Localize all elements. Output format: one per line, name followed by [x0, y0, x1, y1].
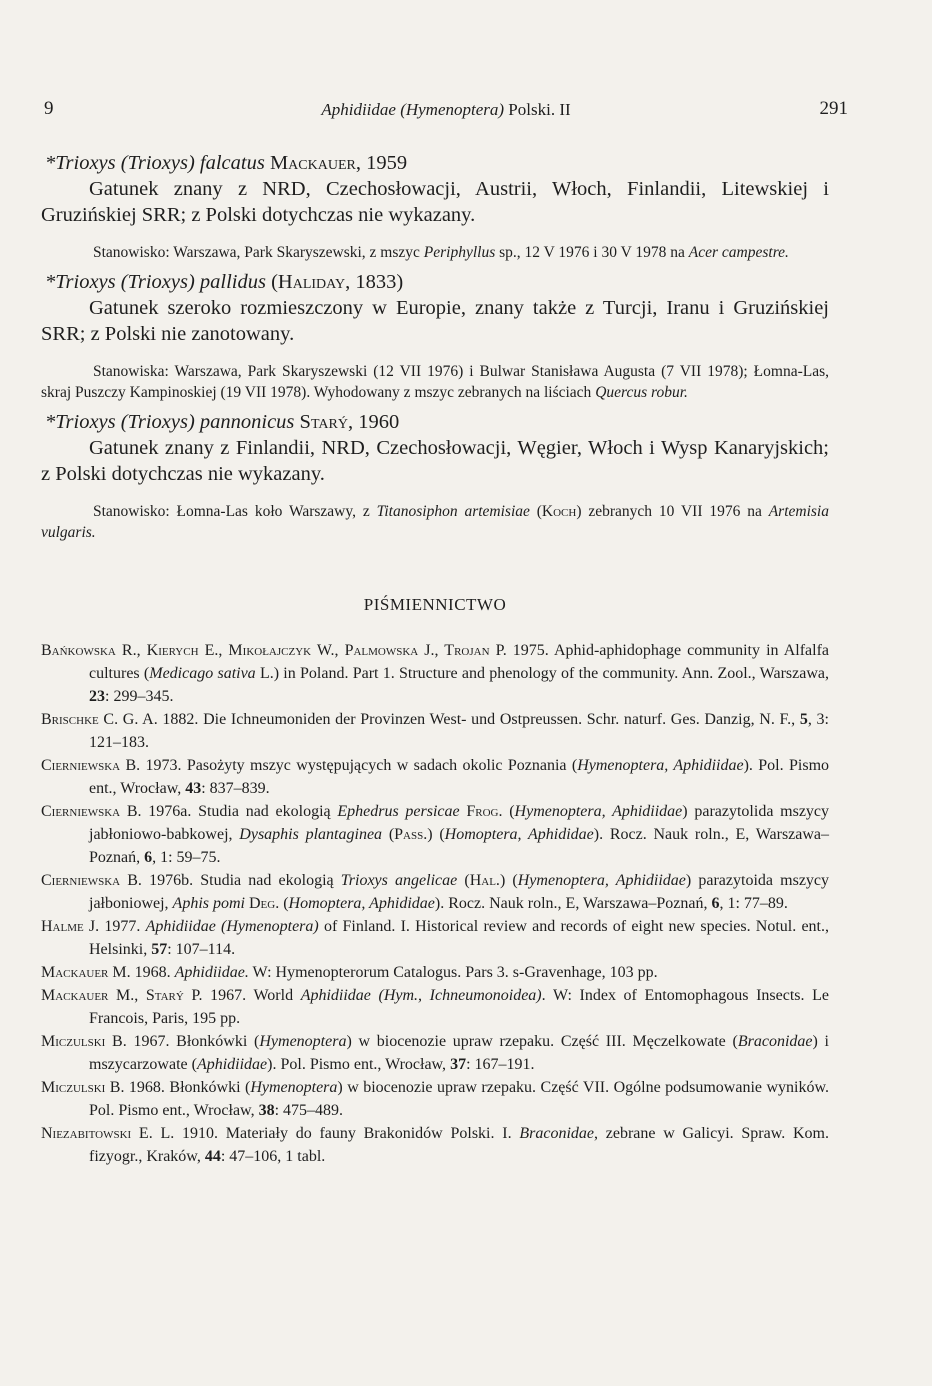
reference-italic: Medicago sativa [149, 665, 256, 682]
section-title: PIŚMIENNICTWO [363, 595, 507, 614]
reference-volume: 37 [450, 1056, 467, 1073]
reference-text: : 837–839. [201, 780, 270, 797]
reference-italic: Dysaphis plantaginea [239, 826, 383, 843]
species-author: Mackauer [264, 152, 356, 174]
reference-text: ) w biocenozie upraw rzepaku. Część VII. Ogólne podsumowanie wyników. Pol. Pismo ent., Wrocław, [89, 1079, 829, 1119]
reference-volume: 6 [144, 849, 153, 866]
reference-italic: Hymenoptera, Aphidiidae [517, 872, 686, 889]
reference-list [41, 639, 829, 1168]
reference-italic: Aphidiidae [196, 1056, 268, 1073]
reference-text: of Finland. I. Historical review and records of eight new species. Notul. ent., Helsinki, [89, 918, 830, 958]
reference-item [41, 1122, 829, 1168]
reference-text: . W: Index of Entomophagous Insects. Le Francois, Paris, 195 pp. [89, 987, 829, 1027]
reference-text: ) ( [427, 826, 445, 843]
reference-volume: 5 [799, 711, 808, 728]
reference-item [41, 754, 829, 800]
species-heading [45, 150, 829, 176]
reference-text: , 1: 59–75. [152, 849, 221, 866]
header-running-title [44, 100, 848, 120]
reference-italic: Aphidiidae. [174, 964, 249, 981]
reference-author-abbr: Deg. [245, 895, 280, 912]
reference-text: ). Pol. Pismo ent., Wrocław, [89, 757, 830, 797]
reference-italic: Aphidiidae (Hym., Ichneumonoidea) [300, 987, 542, 1004]
reference-item [41, 800, 829, 869]
reference-item [41, 708, 829, 754]
header-title-italic: Aphidiidae (Hymenoptera) [321, 100, 505, 119]
page-header [44, 98, 848, 126]
reference-item [41, 1076, 829, 1122]
reference-text: , 3: 121–183. [89, 711, 830, 751]
species-year: , 1833) [345, 271, 404, 293]
reference-text: ( [502, 803, 515, 820]
reference-text: ). Rocz. Nauk roln., E, Warszawa–Poznań, [434, 895, 712, 912]
reference-authors: Niezabitowski E. L. [41, 1125, 175, 1142]
reference-volume: 23 [89, 688, 105, 705]
station-text: sp., 12 V 1976 i 30 V 1978 na [495, 244, 689, 261]
species-heading [45, 269, 829, 295]
reference-text: 1973. Pasożyty mszyc występujących w sadach okolic Poznania ( [140, 757, 578, 774]
reference-item [41, 961, 829, 984]
reference-text: : 47–106, 1 tabl. [220, 1148, 326, 1165]
species-station [41, 361, 829, 403]
reference-text: ) w biocenozie upraw rzepaku. Część III. Męczelkowate ( [346, 1033, 738, 1050]
header-left-number: 9 [44, 98, 54, 119]
reference-authors: Mackauer M., Starý P. [41, 987, 203, 1004]
reference-text: W: Hymenopterorum Catalogus. Pars 3. s-Gravenhage, 103 pp. [248, 964, 658, 981]
page-body [41, 150, 829, 1168]
station-text: Stanowisko: Warszawa, Park Skaryszewski, z mszyc [93, 244, 424, 261]
station-plant: Quercus robur. [595, 384, 688, 401]
reference-text: 1967. Błonkówki ( [126, 1033, 260, 1050]
station-host: Titanosiphon artemisiae [376, 503, 530, 520]
reference-text: ). Pol. Pismo ent., Wrocław, [267, 1056, 451, 1073]
reference-volume: 57 [151, 941, 168, 958]
reference-authors: Mackauer M. [41, 964, 131, 981]
species-distribution: Gatunek znany z Finlandii, NRD, Czechosłowacji, Węgier, Włoch i Wysp Kanaryjskich; z Polski dotychczas nie wykazany. [41, 437, 829, 485]
reference-text: : 167–191. [466, 1056, 535, 1073]
reference-text: , zebrane w Galicyi. Spraw. Kom. fizyogr., Kraków, [89, 1125, 829, 1165]
reference-authors: Halme J. [41, 918, 100, 935]
reference-text: 1977. [99, 918, 146, 935]
reference-item [41, 869, 829, 915]
reference-text: L.) in Poland. Part 1. Structure and phenology of the community. Ann. Zool., Warszawa, [255, 665, 829, 682]
station-text: ( [529, 503, 542, 520]
reference-italic: Homoptera, Aphididae [288, 895, 435, 912]
species-author: Starý [294, 411, 348, 433]
reference-text: ) i mszycarzowate ( [89, 1033, 829, 1073]
reference-volume: 6 [711, 895, 720, 912]
reference-text: : 299–345. [105, 688, 174, 705]
reference-item [41, 915, 829, 961]
page-number: 291 [819, 98, 848, 119]
reference-item [41, 984, 829, 1030]
reference-text: 1882. Die Ichneumoniden der Provinzen West- und Ostpreussen. Schr. naturf. Ges. Danzig, N. F., [157, 711, 800, 728]
reference-authors: Bańkowska R., Kierych E., Mikołajczyk W., Palmowska J., Trojan P. [41, 642, 507, 659]
station-host: Periphyllus [423, 244, 496, 261]
reference-text: : 475–489. [274, 1102, 344, 1119]
reference-text: ) parazytoida mszycy jałboniowej, [89, 872, 830, 912]
reference-authors: Cierniewska B. [41, 757, 141, 774]
reference-italic: Ephedrus persicae [337, 803, 460, 820]
species-author: (Haliday [265, 271, 346, 293]
species-station [41, 242, 829, 263]
station-text: Stanowisko: Łomna-Las koło Warszawy, z [93, 503, 377, 520]
reference-italic: Trioxys angelicae [340, 872, 458, 889]
station-text: ) zebranych 10 VII 1976 na [576, 503, 769, 520]
reference-italic: Homoptera, Aphididae [444, 826, 594, 843]
reference-text: , 1: 77–89. [719, 895, 788, 912]
reference-text: 1968. Błonkówki ( [124, 1079, 251, 1096]
species-year: , 1959 [355, 152, 408, 174]
reference-italic: Braconidae [519, 1125, 594, 1142]
reference-volume: 44 [204, 1148, 221, 1165]
station-plant: Artemisia vulgaris. [41, 503, 829, 541]
reference-author-abbr: Frog. [459, 803, 503, 820]
header-title-rest: Polski. II [504, 100, 571, 119]
reference-italic: Hymenoptera [259, 1033, 347, 1050]
species-name: *Trioxys (Trioxys) pallidus [45, 271, 266, 293]
reference-authors: Miczulski B. [41, 1079, 125, 1096]
reference-authors: Cierniewska B. [41, 872, 142, 889]
reference-authors: Miczulski B. [41, 1033, 127, 1050]
reference-volume: 38 [258, 1102, 275, 1119]
reference-text: ) ( [499, 872, 518, 889]
reference-text: 1910. Materiały do fauny Brakonidów Polski. I. [174, 1125, 520, 1142]
species-heading [45, 409, 829, 435]
reference-text: 1968. [130, 964, 175, 981]
reference-item [41, 639, 829, 708]
reference-italic: Aphidiidae (Hymenoptera) [145, 918, 319, 935]
reference-volume: 43 [185, 780, 202, 797]
reference-italic: Aphis pomi [172, 895, 245, 912]
reference-author-abbr: (Hal. [457, 872, 500, 889]
reference-italic: Braconidae [737, 1033, 813, 1050]
station-text: Stanowiska: Warszawa, Park Skaryszewski (12 VII 1976) i Bulwar Stanisława Augusta (7 VII 1978); Łomna-Las, skraj Puszczy Kampinoskiej (19 VII 1978). Wyhodowany z mszyc zebranych na liściach [41, 363, 829, 401]
reference-italic: Hymenoptera, Aphidiidae [514, 803, 683, 820]
reference-text: ). Rocz. Nauk roln., E, Warszawa–Poznań, [89, 826, 830, 866]
station-author: Koch [541, 503, 577, 520]
reference-text: 1976b. Studia nad ekologią [141, 872, 341, 889]
species-name: *Trioxys (Trioxys) falcatus [45, 152, 265, 174]
reference-author-abbr: (Pass. [382, 826, 428, 843]
reference-italic: Hymenoptera [250, 1079, 338, 1096]
species-year: , 1960 [347, 411, 400, 433]
species-name: *Trioxys (Trioxys) pannonicus [45, 411, 295, 433]
reference-text: 1967. World [202, 987, 301, 1004]
reference-italic: Hymenoptera, Aphidiidae [577, 757, 744, 774]
reference-authors: Cierniewska B. [41, 803, 142, 820]
station-plant: Acer campestre. [688, 244, 789, 261]
reference-authors: Brischke C. G. A. [41, 711, 158, 728]
species-distribution: Gatunek znany z NRD, Czechosłowacji, Austrii, Włoch, Finlandii, Litewskiej i Gruzińskiej SRR; z Polski dotychczas nie wykazany. [41, 178, 829, 226]
reference-text: 1976a. Studia nad ekologią [141, 803, 338, 820]
reference-text: 1975. Aphid-aphidophage community in Alfalfa cultures ( [89, 642, 830, 682]
species-station [41, 501, 829, 543]
species-distribution: Gatunek szeroko rozmieszczony w Europie, znany także z Turcji, Iranu i Gruzińskiej SRR; z Polski nie zanotowany. [41, 297, 829, 345]
reference-text: ( [279, 895, 289, 912]
reference-text: ) parazytolida mszycy jabłoniowo-babkowej, [89, 803, 830, 843]
reference-item [41, 1030, 829, 1076]
reference-text: : 107–114. [167, 941, 236, 958]
